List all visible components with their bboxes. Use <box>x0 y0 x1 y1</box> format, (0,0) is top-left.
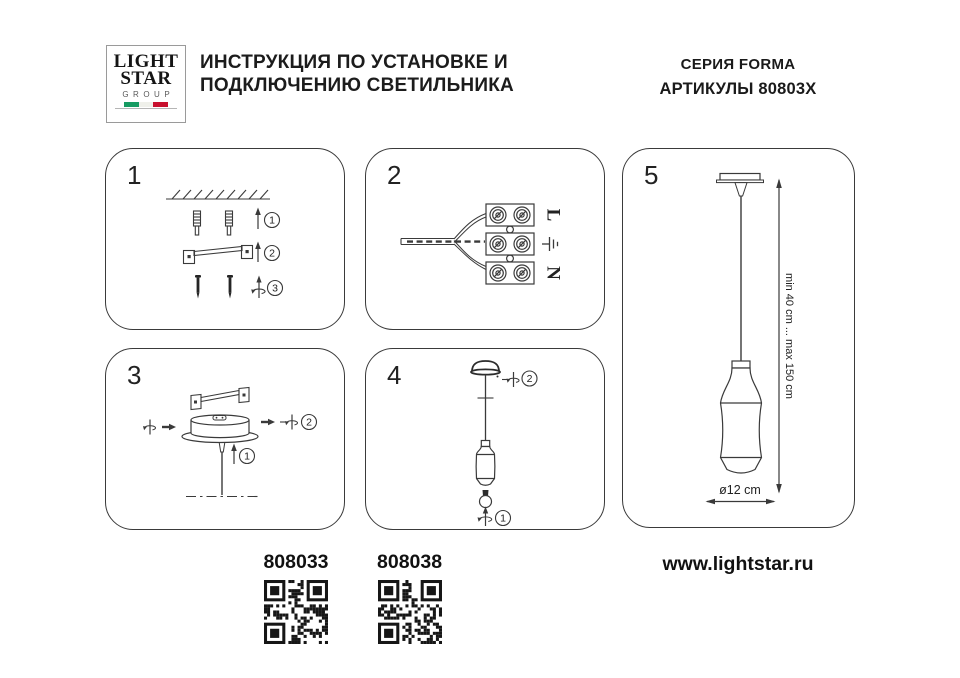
article-number-808038: 808038 <box>377 551 443 573</box>
step-3-number: 3 <box>127 360 142 390</box>
logo-light-text: LIGHT <box>113 51 179 72</box>
diameter-dimension <box>706 483 776 504</box>
ceiling-plate-icon <box>717 174 764 197</box>
screw-icon <box>227 275 233 299</box>
svg-text:3: 3 <box>272 282 278 295</box>
step-1-diagram <box>106 149 346 331</box>
ground-icon <box>542 237 558 251</box>
height-dimension <box>776 179 795 494</box>
up-arrow-icon <box>231 444 237 465</box>
step-2-diagram <box>366 149 606 331</box>
logo-group-text: GROUP <box>122 90 175 99</box>
ceiling-hatch-icon <box>166 190 270 199</box>
wall-anchor-icon <box>194 211 201 235</box>
svg-text:2: 2 <box>269 247 275 260</box>
mounting-bracket-icon <box>184 246 253 264</box>
callout-1 <box>240 449 255 464</box>
callout-2 <box>302 415 317 430</box>
turn-arrow-icon <box>478 507 492 527</box>
callout-2 <box>265 246 280 261</box>
qr-code-808033 <box>264 580 328 644</box>
turn-arrow-icon <box>280 415 297 430</box>
terminal-block <box>486 204 534 284</box>
bulb-icon <box>480 490 492 508</box>
callout-1 <box>265 213 280 228</box>
callout-1 <box>496 511 511 526</box>
up-arrow-icon <box>255 242 261 263</box>
article-number-808033: 808033 <box>263 551 329 573</box>
terminal-label-neutral: N <box>542 266 564 280</box>
wall-anchor-icon <box>226 211 233 235</box>
page-title <box>200 51 514 97</box>
italian-flag-icon <box>124 102 168 107</box>
callout-2 <box>522 371 537 386</box>
right-arrow-icon <box>162 424 176 430</box>
brand-logo <box>106 45 186 123</box>
logo-star-text: STAR <box>120 68 172 89</box>
suspension-cord-icon <box>219 443 225 496</box>
mounting-bracket-icon <box>191 388 249 410</box>
logo-divider <box>115 108 177 109</box>
svg-text:1: 1 <box>269 214 275 227</box>
lampshade-icon <box>476 441 495 486</box>
page-title-line1: ИНСТРУКЦИЯ ПО УСТАНОВКЕ И <box>200 52 508 73</box>
step-4-panel <box>365 348 605 530</box>
wires-icon <box>407 214 486 270</box>
turn-arrow-icon <box>502 372 519 387</box>
turn-arrow-icon <box>251 276 265 299</box>
step-5-panel <box>622 148 855 528</box>
canopy-icon <box>182 415 258 443</box>
svg-text:1: 1 <box>500 512 506 525</box>
callout-3 <box>268 281 283 296</box>
lampshade-icon <box>721 361 762 473</box>
diameter-label: ø12 cm <box>719 483 761 497</box>
series-label: СЕРИЯ FORMA <box>680 56 796 73</box>
series-block <box>650 56 826 99</box>
page-title-line2: ПОДКЛЮЧЕНИЮ СВЕТИЛЬНИКА <box>200 75 514 96</box>
step-1-panel <box>105 148 345 330</box>
up-arrow-icon <box>255 208 261 230</box>
height-range-label: min 40 cm ... max 150 cm <box>783 273 795 399</box>
svg-text:1: 1 <box>244 450 250 463</box>
step-1-number: 1 <box>127 160 142 190</box>
step-4-diagram <box>366 349 606 531</box>
svg-text:2: 2 <box>526 373 533 385</box>
step-3-diagram <box>106 349 346 531</box>
terminal-label-live: L <box>542 208 564 222</box>
step-2-panel <box>365 148 605 330</box>
step-2-number: 2 <box>387 160 402 190</box>
step-5-number: 5 <box>644 160 659 190</box>
turn-arrow-icon <box>143 420 155 435</box>
screw-icon <box>195 275 201 299</box>
step-5-diagram <box>623 149 856 529</box>
step-3-panel <box>105 348 345 530</box>
website-url: www.lightstar.ru <box>662 553 814 575</box>
svg-text:2: 2 <box>306 416 312 429</box>
right-arrow-icon <box>261 419 275 425</box>
step-4-number: 4 <box>387 360 402 390</box>
articles-label: АРТИКУЛЫ 80803X <box>659 80 817 98</box>
qr-code-808038 <box>378 580 442 644</box>
